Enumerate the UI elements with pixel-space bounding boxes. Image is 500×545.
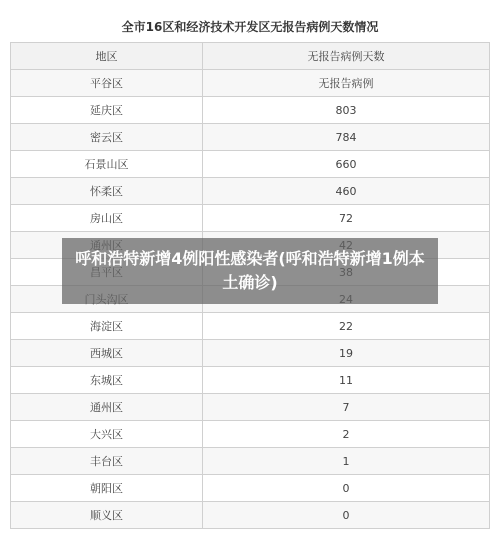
days-cell: 2: [203, 421, 490, 448]
table-row: [11, 367, 490, 394]
region-cell: 海淀区: [11, 313, 203, 340]
days-cell: 19: [203, 340, 490, 367]
table-row: [11, 421, 490, 448]
region-cell: 平谷区: [11, 70, 203, 97]
region-cell: 密云区: [11, 124, 203, 151]
region-cell: 房山区: [11, 205, 203, 232]
table-row: [11, 151, 490, 178]
table-row: [11, 502, 490, 529]
table-row: [11, 448, 490, 475]
days-cell: 784: [203, 124, 490, 151]
column-header-region: 地区: [11, 43, 203, 70]
days-cell: 7: [203, 394, 490, 421]
days-cell: 460: [203, 178, 490, 205]
region-cell: 通州区: [11, 394, 203, 421]
region-cell: 东城区: [11, 367, 203, 394]
region-cell: 大兴区: [11, 421, 203, 448]
table-row: [11, 394, 490, 421]
region-cell: 延庆区: [11, 97, 203, 124]
headline-overlay[interactable]: [62, 238, 438, 304]
days-cell: 803: [203, 97, 490, 124]
table-row: [11, 340, 490, 367]
days-cell: 无报告病例: [203, 70, 490, 97]
table-row: [11, 205, 490, 232]
table-row: [11, 313, 490, 340]
days-cell: 72: [203, 205, 490, 232]
headline-text: 呼和浩特新增4例阳性感染者(呼和浩特新增1例本土确诊): [75, 249, 425, 292]
table-row: [11, 178, 490, 205]
column-header-days: 无报告病例天数: [203, 43, 490, 70]
region-cell: 石景山区: [11, 151, 203, 178]
days-cell: 1: [203, 448, 490, 475]
table-row: [11, 70, 490, 97]
region-cell: 丰台区: [11, 448, 203, 475]
table-row: [11, 475, 490, 502]
region-cell: 朝阳区: [11, 475, 203, 502]
region-cell: 西城区: [11, 340, 203, 367]
days-cell: 22: [203, 313, 490, 340]
table-row: [11, 124, 490, 151]
table-row: [11, 97, 490, 124]
days-cell: 11: [203, 367, 490, 394]
days-cell: 0: [203, 475, 490, 502]
table-title: 全市16区和经济技术开发区无报告病例天数情况: [121, 20, 379, 34]
days-cell: 660: [203, 151, 490, 178]
region-cell: 怀柔区: [11, 178, 203, 205]
table-header-row: [11, 43, 490, 70]
days-cell: 0: [203, 502, 490, 529]
region-cell: 顺义区: [11, 502, 203, 529]
